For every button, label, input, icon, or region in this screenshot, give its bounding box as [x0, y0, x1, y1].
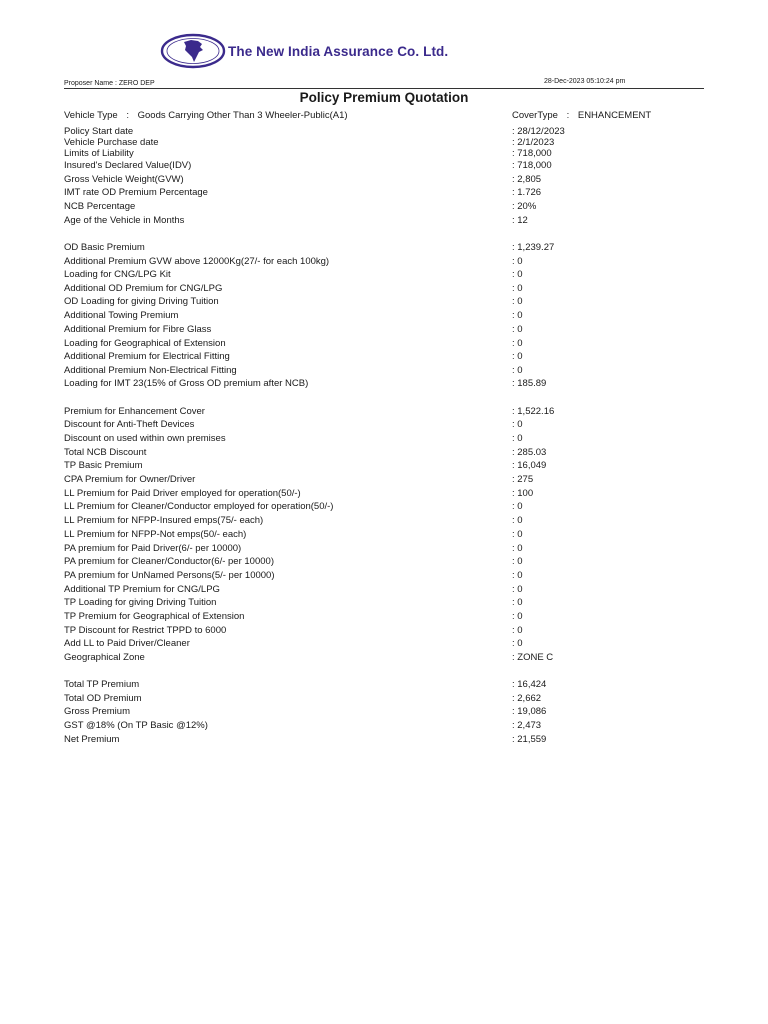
- cover-type-separator: :: [566, 110, 570, 121]
- detail-value: : 21,559: [512, 734, 547, 745]
- detail-label: LL Premium for Cleaner/Conductor employed for operation(50/-): [64, 501, 334, 512]
- cover-type-value: ENHANCEMENT: [577, 110, 652, 121]
- detail-value: : 0: [512, 365, 523, 376]
- detail-value: : 0: [512, 515, 523, 526]
- detail-row: [0, 720, 768, 732]
- detail-row: [0, 365, 768, 377]
- detail-row: [0, 515, 768, 527]
- detail-value: : 0: [512, 419, 523, 430]
- detail-row: [0, 406, 768, 418]
- header: [160, 33, 448, 69]
- detail-label: Loading for Geographical of Extension: [64, 338, 226, 349]
- detail-row: [0, 351, 768, 363]
- detail-label: OD Loading for giving Driving Tuition: [64, 296, 219, 307]
- detail-row: [0, 474, 768, 486]
- detail-value: : 0: [512, 269, 523, 280]
- detail-row: [0, 597, 768, 609]
- detail-row: [0, 638, 768, 650]
- detail-label: Policy Start date: [64, 126, 134, 137]
- detail-value: : 0: [512, 283, 523, 294]
- detail-label: Additional TP Premium for CNG/LPG: [64, 584, 220, 595]
- detail-row: [0, 460, 768, 472]
- detail-row: [0, 679, 768, 691]
- detail-label: LL Premium for NFPP-Not emps(50/- each): [64, 529, 247, 540]
- detail-label: PA premium for Cleaner/Conductor(6/- per 10000): [64, 556, 274, 567]
- india-map-seal-icon: [160, 33, 226, 69]
- detail-label: CPA Premium for Owner/Driver: [64, 474, 196, 485]
- detail-row: [0, 324, 768, 336]
- detail-label: Additional Premium Non-Electrical Fitting: [64, 365, 237, 376]
- detail-row: [0, 734, 768, 746]
- vehicle-type-value: Goods Carrying Other Than 3 Wheeler-Public(A1): [137, 110, 348, 121]
- detail-value: : 718,000: [512, 160, 552, 171]
- detail-row: [0, 706, 768, 718]
- detail-label: OD Basic Premium: [64, 242, 145, 253]
- detail-label: LL Premium for Paid Driver employed for operation(50/-): [64, 488, 301, 499]
- detail-label: Insured's Declared Value(IDV): [64, 160, 192, 171]
- detail-value: : 0: [512, 611, 523, 622]
- detail-row: [0, 160, 768, 172]
- detail-label: GST @18% (On TP Basic @12%): [64, 720, 208, 731]
- detail-row: [0, 174, 768, 186]
- detail-row: [0, 570, 768, 582]
- detail-label: TP Loading for giving Driving Tuition: [64, 597, 217, 608]
- detail-value: : 100: [512, 488, 534, 499]
- detail-label: Vehicle Purchase date: [64, 137, 159, 148]
- detail-label: TP Discount for Restrict TPPD to 6000: [64, 625, 227, 636]
- detail-value: : 0: [512, 584, 523, 595]
- detail-row: [0, 310, 768, 322]
- detail-row: [0, 543, 768, 555]
- detail-value: : 20%: [512, 201, 537, 212]
- detail-row: [0, 187, 768, 199]
- detail-label: PA premium for UnNamed Persons(5/- per 10000): [64, 570, 275, 581]
- detail-row: [0, 201, 768, 213]
- detail-label: Add LL to Paid Driver/Cleaner: [64, 638, 190, 649]
- detail-label: Discount for Anti-Theft Devices: [64, 419, 195, 430]
- detail-label: Net Premium: [64, 734, 120, 745]
- detail-value: : 0: [512, 351, 523, 362]
- detail-row: [0, 611, 768, 623]
- detail-row: [0, 338, 768, 350]
- detail-label: Discount on used within own premises: [64, 433, 226, 444]
- cover-type-field: [512, 110, 651, 121]
- detail-label: Additional Premium GVW above 12000Kg(27/- for each 100kg): [64, 256, 330, 267]
- detail-row: [0, 584, 768, 596]
- detail-label: Total TP Premium: [64, 679, 140, 690]
- detail-label: Loading for CNG/LPG Kit: [64, 269, 171, 280]
- detail-value: : 16,424: [512, 679, 547, 690]
- proposer-name: Proposer Name : ZERO DEP: [64, 80, 155, 87]
- detail-value: : 275: [512, 474, 534, 485]
- detail-row: [0, 256, 768, 268]
- detail-value: : 19,086: [512, 706, 547, 717]
- detail-label: Additional Premium for Electrical Fitting: [64, 351, 230, 362]
- detail-value: : 2,473: [512, 720, 542, 731]
- detail-row: [0, 556, 768, 568]
- detail-value: : 28/12/2023: [512, 126, 565, 137]
- detail-value: : 16,049: [512, 460, 547, 471]
- detail-row: [0, 419, 768, 431]
- detail-value: : 0: [512, 501, 523, 512]
- detail-label: Age of the Vehicle in Months: [64, 215, 185, 226]
- detail-value: : 0: [512, 324, 523, 335]
- detail-label: LL Premium for NFPP-Insured emps(75/- each): [64, 515, 264, 526]
- detail-value: : 0: [512, 296, 523, 307]
- detail-row: [0, 296, 768, 308]
- detail-value: : 285.03: [512, 447, 547, 458]
- cover-type-label: CoverType: [512, 110, 558, 121]
- detail-value: : 0: [512, 433, 523, 444]
- detail-value: : 185.89: [512, 378, 547, 389]
- company-name: The New India Assurance Co. Ltd.: [228, 43, 449, 59]
- detail-value: : 0: [512, 597, 523, 608]
- detail-value: : 1,522.16: [512, 406, 555, 417]
- detail-value: : 1.726: [512, 187, 542, 198]
- detail-value: : 0: [512, 310, 523, 321]
- header-divider: [64, 88, 704, 89]
- page-title: Policy Premium Quotation: [299, 90, 469, 105]
- detail-row: [0, 488, 768, 500]
- detail-label: IMT rate OD Premium Percentage: [64, 187, 208, 198]
- detail-label: Additional Premium for Fibre Glass: [64, 324, 212, 335]
- detail-row: [0, 447, 768, 459]
- detail-value: : 0: [512, 556, 523, 567]
- detail-label: Gross Premium: [64, 706, 130, 717]
- quotation-datetime: 28-Dec-2023 05:10:24 pm: [544, 78, 626, 85]
- detail-row: [0, 378, 768, 390]
- detail-value: : ZONE C: [512, 652, 554, 663]
- detail-row: [0, 269, 768, 281]
- detail-label: PA premium for Paid Driver(6/- per 10000): [64, 543, 242, 554]
- detail-label: Limits of Liability: [64, 148, 134, 159]
- detail-row: [0, 242, 768, 254]
- detail-value: : 12: [512, 215, 528, 226]
- detail-value: : 0: [512, 529, 523, 540]
- detail-row: [0, 501, 768, 513]
- detail-label: Additional OD Premium for CNG/LPG: [64, 283, 223, 294]
- detail-value: : 0: [512, 256, 523, 267]
- detail-value: : 2/1/2023: [512, 137, 555, 148]
- detail-value: : 0: [512, 625, 523, 636]
- detail-value: : 0: [512, 570, 523, 581]
- detail-label: Geographical Zone: [64, 652, 145, 663]
- vehicle-type-label: Vehicle Type: [64, 110, 118, 121]
- detail-label: Gross Vehicle Weight(GVW): [64, 174, 184, 185]
- detail-value: : 0: [512, 338, 523, 349]
- detail-row: [0, 433, 768, 445]
- detail-label: Total NCB Discount: [64, 447, 147, 458]
- detail-value: : 2,662: [512, 693, 542, 704]
- detail-value: : 0: [512, 638, 523, 649]
- detail-row: [0, 529, 768, 541]
- detail-row: [0, 625, 768, 637]
- detail-label: TP Basic Premium: [64, 460, 143, 471]
- detail-row: [0, 693, 768, 705]
- detail-row: [0, 215, 768, 227]
- detail-label: Additional Towing Premium: [64, 310, 179, 321]
- detail-row: [0, 283, 768, 295]
- detail-label: TP Premium for Geographical of Extension: [64, 611, 245, 622]
- detail-value: : 1,239.27: [512, 242, 555, 253]
- vehicle-type-separator: :: [126, 110, 129, 121]
- detail-row: [0, 652, 768, 664]
- detail-value: : 0: [512, 543, 523, 554]
- detail-label: NCB Percentage: [64, 201, 136, 212]
- detail-value: : 718,000: [512, 148, 552, 159]
- detail-label: Total OD Premium: [64, 693, 142, 704]
- detail-value: : 2,805: [512, 174, 542, 185]
- detail-label: Loading for IMT 23(15% of Gross OD premium after NCB): [64, 378, 309, 389]
- vehicle-type-field: [64, 110, 348, 121]
- detail-label: Premium for Enhancement Cover: [64, 406, 205, 417]
- detail-row: [0, 148, 768, 160]
